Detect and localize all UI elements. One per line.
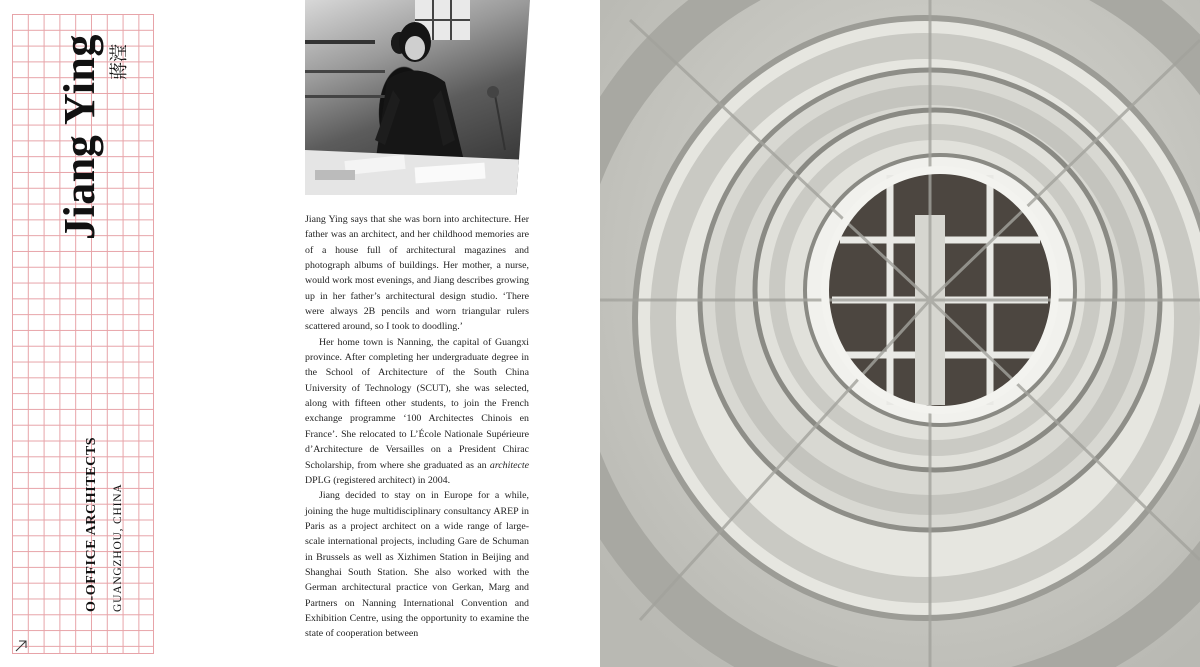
paragraph-3: Jiang decided to stay on in Europe for a while, joining the huge multidisciplinary consultancy AREP in Paris as a project architect on a wide range of large-scale international projects, including Gare de Schuman in Brussels as well as Xizhimen Station in Beijing and Shanghai South Station. She also worked with the German architectural practice von Gerkan, Marg and Partners on Nanning International Convention and Exhibition Centre, using the opportunity to examine the state of cooperation between <box>305 490 529 640</box>
paragraph-2-part-2: DPLG (registered architect) in 2004. <box>305 474 451 486</box>
article-body <box>305 212 529 642</box>
firm-name: O-OFFICE ARCHITECTS <box>84 436 99 612</box>
paragraph-2-part-1: Her home town is Nanning, the capital of Guangxi province. After completing her undergraduate degree in the School of Architecture of the South China University of Technology (SCUT), she was selected, along with fifteen other students, to join the French exchange programme ‘100 Architectes Chinois en France’. She relocated to L’École Nationale Supérieure d’Architecture de Versailles on a President Chirac Scholarship, from where she graduated as an <box>305 336 529 471</box>
architect-name: Jiang Ying <box>55 34 104 240</box>
arrow-up-right-icon <box>15 640 27 652</box>
firm-location: GUANGZHOU, CHINA <box>112 483 124 612</box>
paragraph-2 <box>305 335 529 488</box>
portrait-photo <box>305 0 530 195</box>
paragraph-2-italic: architecte <box>489 459 529 471</box>
architect-name-chinese: 蔣滢 <box>109 44 129 80</box>
paragraph-1: Jiang Ying says that she was born into architecture. Her father was an architect, and her childhood memories are of a house full of architectural magazines and photograph albums of buildings. Her mother, a nurse, would work most evenings, and Jiang describes growing up in her father’s architectural design studio. ‘There were always 2B pencils and worn triangular rulers scattered around, so I took to doodling.’ <box>305 214 529 333</box>
atrium-photo <box>600 0 1200 667</box>
